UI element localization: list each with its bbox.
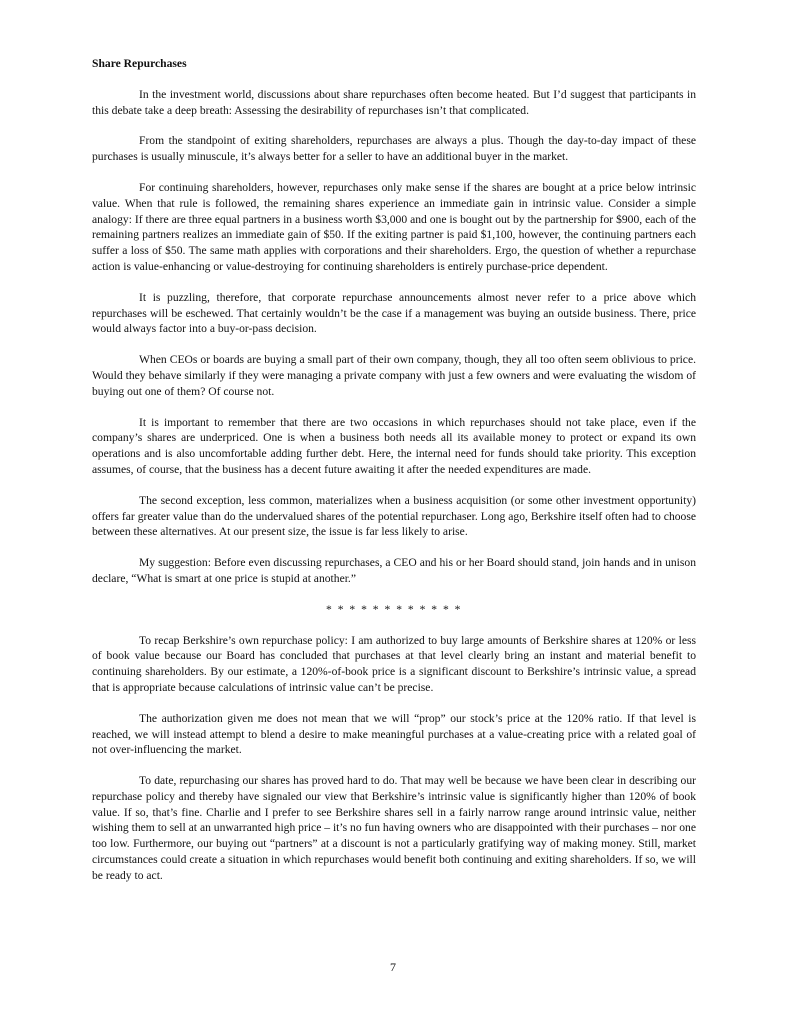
paragraph-2: From the standpoint of exiting shareholders, repurchases are always a plus. Though the day-to-day impact of these purchases is usually minuscule, it’s always better for a seller to have an additional buyer in the market. xyxy=(92,134,696,164)
paragraph-5: When CEOs or boards are buying a small part of their own company, though, they all too often seem oblivious to price. Would they behave similarly if they were managing a private company with just a few owners and were evaluating the wisdom of buying out one of them? Of course not. xyxy=(92,353,696,398)
paragraph-10: The authorization given me does not mean that we will “prop” our stock’s price at the 120% ratio. If that level is reached, we will instead attempt to blend a desire to make meaningful purchases at a value-creating price with a related goal of not over-influencing the market. xyxy=(92,711,696,757)
paragraph-6: It is important to remember that there are two occasions in which repurchases should not take place, even if the company’s shares are underpriced. One is when a business both needs all its available money to protect or expand its own operations and is also uncomfortable adding further debt. Here, the internal need for funds should take priority. This exception assumes, of course, that the business has a decent future awaiting it after the needed expenditures are made. xyxy=(92,415,696,476)
paragraph-11: To date, repurchasing our shares has proved hard to do. That may well be because we have been clear in describing our repurchase policy and thereby have signaled our view that Berkshire’s intrinsic value is significantly higher than 120% of book value. If so, that’s fine. Charlie and I prefer to see Berkshire shares sell in a fairly narrow range around intrinsic value, neither wishing them to sell at an unwarranted high price – it’s no fun having owners who are disappointed with their purchases – nor one too low. Furthermore, our buying out “partners” at a discount is not a particularly gratifying way of making money. Still, market circumstances could create a situation in which repurchases would benefit both continuing and exiting shareholders. If so, we will be ready to act. xyxy=(92,774,696,882)
paragraph-8: My suggestion: Before even discussing repurchases, a CEO and his or her Board should stand, join hands and in unison declare, “What is smart at one price is stupid at another.” xyxy=(92,556,696,585)
paragraph-1: In the investment world, discussions about share repurchases often become heated. But I’d suggest that participants in this debate take a deep breath: Assessing the desirability of repurchases isn’t that complicated. xyxy=(92,87,696,117)
section-separator: * * * * * * * * * * * * xyxy=(326,602,462,616)
paragraph-3: For continuing shareholders, however, repurchases only make sense if the shares are bought at a price below intrinsic value. When that rule is followed, the remaining shares experience an immediate gain in intrinsic value. Consider a simple analogy: If there are three equal partners in a business worth $3,000 and one is bought out by the partnership for $900, each of the remaining partners realizes an immediate gain of $50. If the exiting partner is paid $1,100, however, the continuing partners each suffer a loss of $50. The same math applies with corporations and their shareholders. Ergo, the question of whether a repurchase action is value-enhancing or value-destroying for continuing shareholders is entirely purchase-price dependent. xyxy=(92,180,696,273)
page-number: 7 xyxy=(390,960,396,974)
paragraph-7: The second exception, less common, materializes when a business acquisition (or some other investment opportunity) offers far greater value than do the undervalued shares of the potential repurchaser. Long ago, Berkshire itself often had to choose between these alternatives. At our present size, the issue is far less likely to arise. xyxy=(92,493,696,539)
paragraph-9: To recap Berkshire’s own repurchase policy: I am authorized to buy large amounts of Berkshire shares at 120% or less of book value because our Board has concluded that purchases at that level clearly bring an instant and material benefit to continuing shareholders. By our estimate, a 120%-of-book price is a significant discount to Berkshire’s intrinsic value, a spread that is appropriate because calculations of intrinsic value can’t be precise. xyxy=(92,633,696,694)
paragraph-4: It is puzzling, therefore, that corporate repurchase announcements almost never refer to a price above which repurchases will be eschewed. That certainly wouldn’t be the case if a management was buying an outside business. There, price would always factor into a buy-or-pass decision. xyxy=(92,290,696,336)
document-page xyxy=(92,56,696,899)
section-heading: Share Repurchases xyxy=(92,57,187,70)
